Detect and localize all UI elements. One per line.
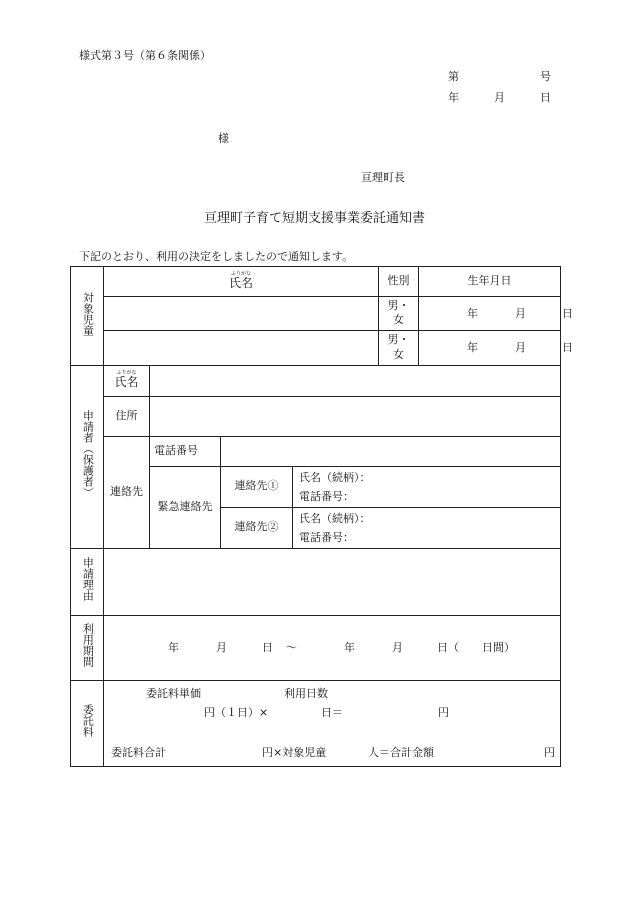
child-gender-field[interactable]: 男・女 xyxy=(379,330,419,365)
birth-year-label: 年 xyxy=(467,306,479,320)
applicant-name-row xyxy=(71,365,561,396)
contact-2-label: 連絡先② xyxy=(221,507,293,548)
child-name-field[interactable] xyxy=(104,296,379,330)
fee-field[interactable] xyxy=(104,680,561,766)
birth-day-label: 日 xyxy=(562,306,574,320)
reason-section-cell xyxy=(71,548,104,615)
days-equals-label: 日＝ xyxy=(321,705,343,719)
birth-day-label: 日 xyxy=(562,340,574,354)
applicant-address-label: 住所 xyxy=(104,396,150,436)
child-gender-header: 性別 xyxy=(379,267,419,297)
child-gender-field[interactable]: 男・女 xyxy=(379,296,419,330)
applicant-phone-row xyxy=(71,436,561,466)
contact-2-field[interactable] xyxy=(293,507,561,548)
contact-1-field[interactable] xyxy=(293,466,561,507)
per-child-label: 円×対象児童 xyxy=(262,745,327,759)
fee-row xyxy=(71,680,561,766)
date-year: 年 xyxy=(448,91,459,104)
child-name-furigana: ふりがな xyxy=(231,270,252,277)
period-row xyxy=(71,615,561,680)
applicant-section-cell xyxy=(71,365,104,548)
intro-text: 下記のとおり、利用の決定をしましたので通知します。 xyxy=(79,250,354,263)
child-birthdate-field[interactable] xyxy=(419,330,574,365)
period-days: 日間） xyxy=(482,640,515,654)
birth-month-label: 月 xyxy=(515,340,527,354)
child-section-cell xyxy=(71,267,104,366)
doc-number-label: 第 xyxy=(448,70,459,83)
total-yen-label: 円 xyxy=(544,745,555,759)
fee-section-label: 委託料 xyxy=(81,704,95,738)
period-tilde: ～ xyxy=(286,640,297,654)
period-section-label: 利用期間 xyxy=(81,623,95,668)
applicant-phone-field[interactable] xyxy=(221,436,561,466)
applicant-address-row xyxy=(71,396,561,436)
applicant-name-label-cell xyxy=(104,365,150,396)
recipient-suffix: 様 xyxy=(218,132,229,145)
form-table xyxy=(70,266,574,767)
applicant-phone-label: 電話番号 xyxy=(150,436,221,466)
period-start-year: 年 xyxy=(168,640,179,654)
date-month: 月 xyxy=(494,91,505,104)
applicant-name-label: 氏名 xyxy=(114,374,139,389)
birth-month-label: 月 xyxy=(515,306,527,320)
child-birthdate-header: 生年月日 xyxy=(419,267,561,297)
emergency-contact-label: 緊急連絡先 xyxy=(150,466,221,548)
applicant-contact-label: 連絡先 xyxy=(104,436,150,548)
birth-year-label: 年 xyxy=(467,340,479,354)
contact-1-name-label: 氏名（続柄）： xyxy=(299,470,371,484)
child-birthdate-field[interactable] xyxy=(419,296,574,330)
child-section-label: 対象児童 xyxy=(81,291,95,336)
child-name-header xyxy=(104,267,379,297)
child-header-row xyxy=(71,267,561,297)
child-name-label: 氏名 xyxy=(229,275,254,290)
usage-days-label: 利用日数 xyxy=(284,686,328,700)
doc-number-suffix: 号 xyxy=(540,70,551,83)
applicant-name-field[interactable] xyxy=(150,365,561,396)
contact-2-phone-label: 電話番号： xyxy=(299,530,354,544)
contact-1-phone-label: 電話番号： xyxy=(299,489,354,503)
applicant-name-furigana: ふりがな xyxy=(116,369,137,376)
fee-total-label: 委託料合計 xyxy=(111,745,166,759)
contact-2-name-label: 氏名（続柄）： xyxy=(299,511,371,525)
date-day: 日 xyxy=(540,91,551,104)
reason-row xyxy=(71,548,561,615)
period-start-month: 月 xyxy=(216,640,227,654)
reason-section-label: 申請理由 xyxy=(81,557,95,602)
child-entry-row xyxy=(71,296,561,330)
yen-per-day-label: 円（１日）× xyxy=(204,705,269,719)
form-number: 様式第３号（第６条関係） xyxy=(79,49,211,62)
period-end-day: 日（ xyxy=(437,640,459,654)
fee-section-cell xyxy=(71,680,104,766)
period-end-month: 月 xyxy=(392,640,403,654)
contact-1-label: 連絡先① xyxy=(221,466,293,507)
period-end-year: 年 xyxy=(344,640,355,654)
document-title: 亘理町子育て短期支援事業委託通知書 xyxy=(204,211,426,226)
applicant-section-label: 申請者（保護者） xyxy=(81,410,95,499)
child-name-field[interactable] xyxy=(104,330,379,365)
child-entry-row xyxy=(71,330,561,365)
reason-field[interactable] xyxy=(104,548,561,615)
persons-total-label: 人＝合計金額 xyxy=(368,745,434,759)
unit-price-label: 委託料単価 xyxy=(146,686,201,700)
period-start-day: 日 xyxy=(262,640,273,654)
issuer-name: 亘理町長 xyxy=(361,171,405,184)
applicant-address-field[interactable] xyxy=(150,396,561,436)
period-section-cell xyxy=(71,615,104,680)
subtotal-yen-label: 円 xyxy=(438,705,449,719)
period-field[interactable] xyxy=(104,615,561,680)
